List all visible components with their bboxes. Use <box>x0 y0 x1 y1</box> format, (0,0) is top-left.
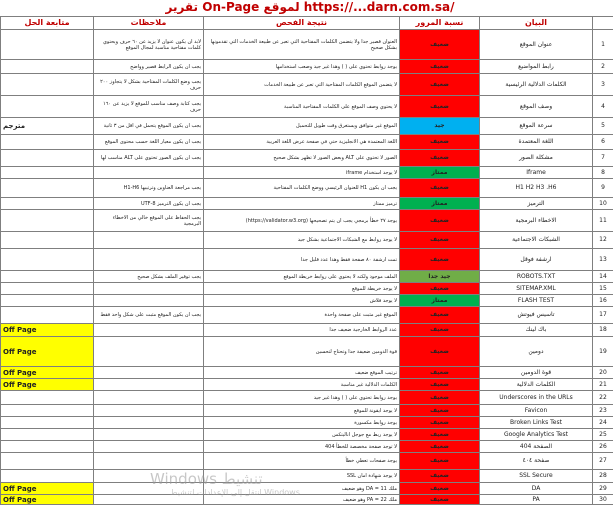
row-number[interactable]: 2 <box>593 60 613 74</box>
notes-cell[interactable] <box>94 405 204 417</box>
row-number[interactable]: 26 <box>593 441 613 453</box>
row-number[interactable]: 30 <box>593 495 613 505</box>
row-number[interactable]: 24 <box>593 417 613 429</box>
result-cell[interactable]: الملف موجود ولكنه لا يحتوي على روابط خريطة الموقع <box>204 271 400 283</box>
row-number[interactable]: 22 <box>593 391 613 405</box>
row-number[interactable]: 23 <box>593 405 613 417</box>
row-number[interactable]: 5 <box>593 118 613 135</box>
row-number[interactable]: 1 <box>593 30 613 60</box>
table-row <box>1 167 613 179</box>
notes-cell[interactable]: يجب الحفاظ على الموقع خالي من الاخطاء البرمجية <box>94 210 204 232</box>
element-cell[interactable]: SSL Secure <box>480 470 593 483</box>
element-cell[interactable]: مشكلة الصور <box>480 150 593 167</box>
table-row <box>1 96 613 118</box>
table-row <box>1 232 613 249</box>
status-badge[interactable]: ضعيف <box>400 179 480 198</box>
activation-watermark-subtext: انتقل إلى الإعدادات لتنشيط Windows <box>170 488 300 497</box>
result-cell[interactable]: الموقع غير متوافق ويستغرق وقت طويل للتحميل <box>204 118 400 135</box>
element-cell[interactable]: اللغة المعتمدة <box>480 135 593 150</box>
table-row <box>1 210 613 232</box>
table-row <box>1 283 613 295</box>
row-number[interactable]: 17 <box>593 307 613 324</box>
table-row <box>1 405 613 417</box>
notes-cell[interactable] <box>94 391 204 405</box>
table-row <box>1 271 613 283</box>
row-number[interactable]: 16 <box>593 295 613 307</box>
status-badge[interactable]: جيد <box>400 118 480 135</box>
notes-cell[interactable] <box>94 232 204 249</box>
element-cell[interactable]: الكلمات الدلالية <box>480 379 593 391</box>
row-number[interactable]: 27 <box>593 453 613 470</box>
element-cell[interactable]: Broken Links Test <box>480 417 593 429</box>
follow-up-cell[interactable] <box>1 470 94 483</box>
row-number[interactable]: 25 <box>593 429 613 441</box>
seo-report-table <box>0 16 613 505</box>
result-cell[interactable]: الكلمات الدلالية غير مناسبة <box>204 379 400 391</box>
notes-cell[interactable] <box>94 441 204 453</box>
follow-up-cell[interactable]: Off Page <box>1 483 94 495</box>
element-cell[interactable]: SITEMAP.XML <box>480 283 593 295</box>
element-cell[interactable]: الكلمات الدلالية الرئيسية <box>480 74 593 96</box>
status-badge[interactable]: ضعيف <box>400 60 480 74</box>
status-badge[interactable]: ضعيف <box>400 495 480 505</box>
element-cell[interactable]: Google Analytics Test <box>480 429 593 441</box>
table-row <box>1 453 613 470</box>
follow-up-cell[interactable] <box>1 96 94 118</box>
element-cell[interactable]: Underscores in the URLs <box>480 391 593 405</box>
follow-up-cell[interactable] <box>1 441 94 453</box>
status-badge[interactable]: ضعيف <box>400 96 480 118</box>
result-cell[interactable]: ملك PA = 22 وهو ضعيف <box>204 495 400 505</box>
follow-up-cell[interactable] <box>1 391 94 405</box>
notes-cell[interactable] <box>94 367 204 379</box>
element-cell[interactable]: سرعة الموقع <box>480 118 593 135</box>
status-badge[interactable]: ضعيف <box>400 307 480 324</box>
row-number[interactable]: 20 <box>593 367 613 379</box>
status-badge[interactable]: ضعيف <box>400 441 480 453</box>
result-cell[interactable]: لا يتضمن الموقع الكلمات المفتاحية التي تعبر عن طبيعة الخدمات <box>204 74 400 96</box>
status-badge[interactable]: ممتاز <box>400 198 480 210</box>
follow-up-cell[interactable] <box>1 167 94 179</box>
element-cell[interactable]: H1 H2 H3 .H6 <box>480 179 593 198</box>
result-cell[interactable]: لا يوجد استخدام iframe <box>204 167 400 179</box>
table-row <box>1 379 613 391</box>
element-cell[interactable]: PA <box>480 495 593 505</box>
element-cell[interactable]: DA <box>480 483 593 495</box>
element-cell[interactable]: صفحة ٤٠٤ <box>480 453 593 470</box>
table-row <box>1 441 613 453</box>
table-row <box>1 483 613 495</box>
status-badge[interactable]: ضعيف <box>400 210 480 232</box>
row-number[interactable]: 10 <box>593 198 613 210</box>
follow-up-cell[interactable]: مترجم <box>1 118 94 135</box>
element-cell[interactable]: ارشفة فوقل <box>480 249 593 271</box>
row-number[interactable]: 6 <box>593 135 613 150</box>
row-number[interactable]: 28 <box>593 470 613 483</box>
notes-cell[interactable] <box>94 429 204 441</box>
result-cell[interactable]: الصور لا تحتوي على ALT وبعض الصور لا تظهر بشكل صحيح <box>204 150 400 167</box>
result-cell[interactable]: لا يحتوي وصف الموقع على الكلمات المفتاحية المناسبة <box>204 96 400 118</box>
header-notes: ملاحظات <box>94 17 204 30</box>
table-row <box>1 74 613 96</box>
follow-up-cell[interactable] <box>1 150 94 167</box>
status-badge[interactable]: ضعيف <box>400 232 480 249</box>
row-number[interactable]: 18 <box>593 324 613 337</box>
table-row <box>1 150 613 167</box>
status-badge[interactable]: ضعيف <box>400 453 480 470</box>
result-cell[interactable]: يوجد روابط تحتوي على ( ) وهذا غير جيد وصعب استخدامها <box>204 60 400 74</box>
header-pass-rate: نسبة المرور <box>400 17 480 30</box>
header-element: البيان <box>480 17 593 30</box>
status-badge[interactable]: ضعيف <box>400 337 480 367</box>
notes-cell[interactable]: يجب توفير الملف بشكل صحيح <box>94 271 204 283</box>
follow-up-cell[interactable] <box>1 60 94 74</box>
row-number[interactable]: 7 <box>593 150 613 167</box>
result-cell[interactable]: عدد الروابط الخارجية ضعيف جدا <box>204 324 400 337</box>
result-cell[interactable]: يجب ان يكون H1 للعنوان الرئيسي ووضع الكلمات المفتاحية <box>204 179 400 198</box>
notes-cell[interactable]: يجب وضع الكلمات المفتاحية بشكل لا يتجاوز ٢٠٠ حرف <box>94 74 204 96</box>
follow-up-cell[interactable] <box>1 30 94 60</box>
table-row <box>1 118 613 135</box>
notes-cell[interactable]: يجب ان يكون معيار اللغة حسب محتوى الموقع <box>94 135 204 150</box>
row-number[interactable]: 8 <box>593 167 613 179</box>
notes-cell[interactable]: يجب ان يكون الصور تحتوي على ALT مناسب لها <box>94 150 204 167</box>
follow-up-cell[interactable] <box>1 283 94 295</box>
notes-cell[interactable] <box>94 295 204 307</box>
result-cell[interactable]: لا يوجد خريطة للموقع <box>204 283 400 295</box>
status-badge[interactable]: ضعيف <box>400 483 480 495</box>
status-badge[interactable]: ضعيف <box>400 429 480 441</box>
table-row <box>1 391 613 405</box>
result-cell[interactable]: لا يوجد روابط مع الشبكات الاجتماعية بشكل جيد <box>204 232 400 249</box>
result-cell[interactable]: يوجد ٢٧ خطأ برمجي يجب ان يتم تصحيحها (https://validator.w3.org) <box>204 210 400 232</box>
table-row <box>1 60 613 74</box>
status-badge[interactable]: ضعيف <box>400 470 480 483</box>
notes-cell[interactable] <box>94 337 204 367</box>
follow-up-cell[interactable] <box>1 179 94 198</box>
table-row <box>1 295 613 307</box>
result-cell[interactable]: الموقع غير مثبت على صفحة واحدة <box>204 307 400 324</box>
follow-up-cell[interactable] <box>1 198 94 210</box>
follow-up-cell[interactable] <box>1 429 94 441</box>
row-number[interactable]: 19 <box>593 337 613 367</box>
result-cell[interactable]: ترميز ممتاز <box>204 198 400 210</box>
result-cell[interactable]: ملك DA = 11 وهو ضعيف <box>204 483 400 495</box>
notes-cell[interactable]: يجب ان يكون الموقع مثبت على شكل واحد فقط <box>94 307 204 324</box>
follow-up-cell[interactable]: Off Page <box>1 367 94 379</box>
status-badge[interactable]: ممتاز <box>400 167 480 179</box>
table-row <box>1 367 613 379</box>
status-badge[interactable]: ضعيف <box>400 74 480 96</box>
result-cell[interactable]: ترتيب الموقع ضعيف <box>204 367 400 379</box>
element-cell[interactable]: تاسيس فيوتش <box>480 307 593 324</box>
notes-cell[interactable] <box>94 453 204 470</box>
follow-up-cell[interactable]: Off Page <box>1 379 94 391</box>
element-cell[interactable]: دومين <box>480 337 593 367</box>
header-number <box>593 17 613 30</box>
status-badge[interactable]: ضعيف <box>400 135 480 150</box>
notes-cell[interactable] <box>94 249 204 271</box>
status-badge[interactable]: جيد جدا <box>400 271 480 283</box>
status-badge[interactable]: ضعيف <box>400 405 480 417</box>
result-cell[interactable]: اللغة المعتمدة هي الانجليزية حتي في صفحة عرض اللغة العربية <box>204 135 400 150</box>
follow-up-cell[interactable] <box>1 453 94 470</box>
follow-up-cell[interactable] <box>1 295 94 307</box>
header-result: نتيجة الفحص <box>204 17 400 30</box>
notes-cell[interactable] <box>94 324 204 337</box>
notes-cell[interactable]: لابد ان يكون عنوان لا يزيد عن ٦٠ حرف ويحتوي كلمات مفتاحية مناسبة لمجال الموقع <box>94 30 204 60</box>
table-row <box>1 417 613 429</box>
element-cell[interactable]: الاخطاء البرمجية <box>480 210 593 232</box>
result-cell[interactable]: لا يوجد ربط مع جوجل اناليتكس <box>204 429 400 441</box>
status-badge[interactable]: ضعيف <box>400 150 480 167</box>
follow-up-cell[interactable] <box>1 135 94 150</box>
status-badge[interactable]: ضعيف <box>400 367 480 379</box>
element-cell[interactable]: قوة الدومين <box>480 367 593 379</box>
table-row <box>1 495 613 505</box>
row-number[interactable]: 11 <box>593 210 613 232</box>
element-cell[interactable]: ROBOTS.TXT <box>480 271 593 283</box>
row-number[interactable]: 29 <box>593 483 613 495</box>
result-cell[interactable]: يوجد صفحات تعطي خطأ <box>204 453 400 470</box>
header-row <box>1 17 613 30</box>
row-number[interactable]: 3 <box>593 74 613 96</box>
status-badge[interactable]: ضعيف <box>400 417 480 429</box>
report-title: تقرير On-Page لموقع https://...darn.com.sa/ <box>165 0 455 14</box>
notes-cell[interactable] <box>94 283 204 295</box>
follow-up-cell[interactable] <box>1 405 94 417</box>
result-cell[interactable]: لا يوجد شهادة امان SSL <box>204 470 400 483</box>
activation-watermark: Windows تنشيط <box>150 470 263 488</box>
follow-up-cell[interactable] <box>1 74 94 96</box>
notes-cell[interactable]: يجب ان يكون الموقع يتحمل في اقل من ٣ ثانية <box>94 118 204 135</box>
follow-up-cell[interactable] <box>1 417 94 429</box>
element-cell[interactable]: الشبكات الاجتماعية <box>480 232 593 249</box>
notes-cell[interactable] <box>94 483 204 495</box>
notes-cell[interactable]: يجب مراجعة العناوين وترتيبها H1-H6 <box>94 179 204 198</box>
follow-up-cell[interactable] <box>1 249 94 271</box>
notes-cell[interactable] <box>94 495 204 505</box>
notes-cell[interactable] <box>94 379 204 391</box>
follow-up-cell[interactable] <box>1 232 94 249</box>
element-cell[interactable]: الصفحة 404 <box>480 441 593 453</box>
result-cell[interactable]: يوجد روابط مكسورة <box>204 417 400 429</box>
table-row <box>1 30 613 60</box>
status-badge[interactable]: ضعيف <box>400 283 480 295</box>
status-badge[interactable]: ضعيف <box>400 249 480 271</box>
row-number[interactable]: 13 <box>593 249 613 271</box>
row-number[interactable]: 12 <box>593 232 613 249</box>
status-badge[interactable]: ضعيف <box>400 379 480 391</box>
result-cell[interactable]: تمت ارشفة ٨٠ صفحة فقط وهذا عدد قليل جدا <box>204 249 400 271</box>
element-cell[interactable]: عنوان الموقع <box>480 30 593 60</box>
status-badge[interactable]: ضعيف <box>400 391 480 405</box>
notes-cell[interactable] <box>94 470 204 483</box>
row-number[interactable]: 21 <box>593 379 613 391</box>
row-number[interactable]: 9 <box>593 179 613 198</box>
table-row <box>1 135 613 150</box>
element-cell[interactable]: باك لينك <box>480 324 593 337</box>
element-cell[interactable]: Iframe <box>480 167 593 179</box>
follow-up-cell[interactable]: Off Page <box>1 324 94 337</box>
element-cell[interactable]: رابط المواضيع <box>480 60 593 74</box>
result-cell[interactable]: العنوان قصير جدا ولا يتضمن الكلمات المفتاحية التي تعبر عن طبيعة الخدمات التي تقدمونها بشكل صحيح <box>204 30 400 60</box>
table-row <box>1 337 613 367</box>
follow-up-cell[interactable] <box>1 210 94 232</box>
row-number[interactable]: 15 <box>593 283 613 295</box>
table-row <box>1 324 613 337</box>
notes-cell[interactable]: يجب ان يكون الترميز UTF-8 <box>94 198 204 210</box>
follow-up-cell[interactable]: Off Page <box>1 337 94 367</box>
element-cell[interactable]: FLASH TEST <box>480 295 593 307</box>
result-cell[interactable]: لا يوجد فلاش <box>204 295 400 307</box>
report-title-bar <box>0 0 613 16</box>
table-row <box>1 179 613 198</box>
follow-up-cell[interactable]: Off Page <box>1 495 94 505</box>
result-cell[interactable]: قوة الدومين ضعيفة جدا وتحتاج لتحسين <box>204 337 400 367</box>
result-cell[interactable]: لا يوجد ايقونة للموقع <box>204 405 400 417</box>
element-cell[interactable]: الترميز <box>480 198 593 210</box>
status-badge[interactable]: ممتاز <box>400 295 480 307</box>
element-cell[interactable]: وصف الموقع <box>480 96 593 118</box>
table-row <box>1 198 613 210</box>
row-number[interactable]: 4 <box>593 96 613 118</box>
result-cell[interactable]: يوجد روابط تحتوي على ( ) وهذا غير جيد <box>204 391 400 405</box>
notes-cell[interactable] <box>94 167 204 179</box>
notes-cell[interactable]: يجب ان يكون الرابط قصير وواضح <box>94 60 204 74</box>
table-row <box>1 429 613 441</box>
follow-up-cell[interactable] <box>1 271 94 283</box>
table-row <box>1 249 613 271</box>
notes-cell[interactable] <box>94 417 204 429</box>
status-badge[interactable]: ضعيف <box>400 30 480 60</box>
notes-cell[interactable]: يجب كتابة وصف مناسب للموقع لا يزيد عن ١٦٠ حرف <box>94 96 204 118</box>
header-follow-up: متابعة الحل <box>1 17 94 30</box>
status-badge[interactable]: ضعيف <box>400 324 480 337</box>
follow-up-cell[interactable] <box>1 307 94 324</box>
table-row <box>1 307 613 324</box>
result-cell[interactable]: لا توجد صفحة مخصصة للخطأ 404 <box>204 441 400 453</box>
element-cell[interactable]: Favicon <box>480 405 593 417</box>
row-number[interactable]: 14 <box>593 271 613 283</box>
table-row <box>1 470 613 483</box>
